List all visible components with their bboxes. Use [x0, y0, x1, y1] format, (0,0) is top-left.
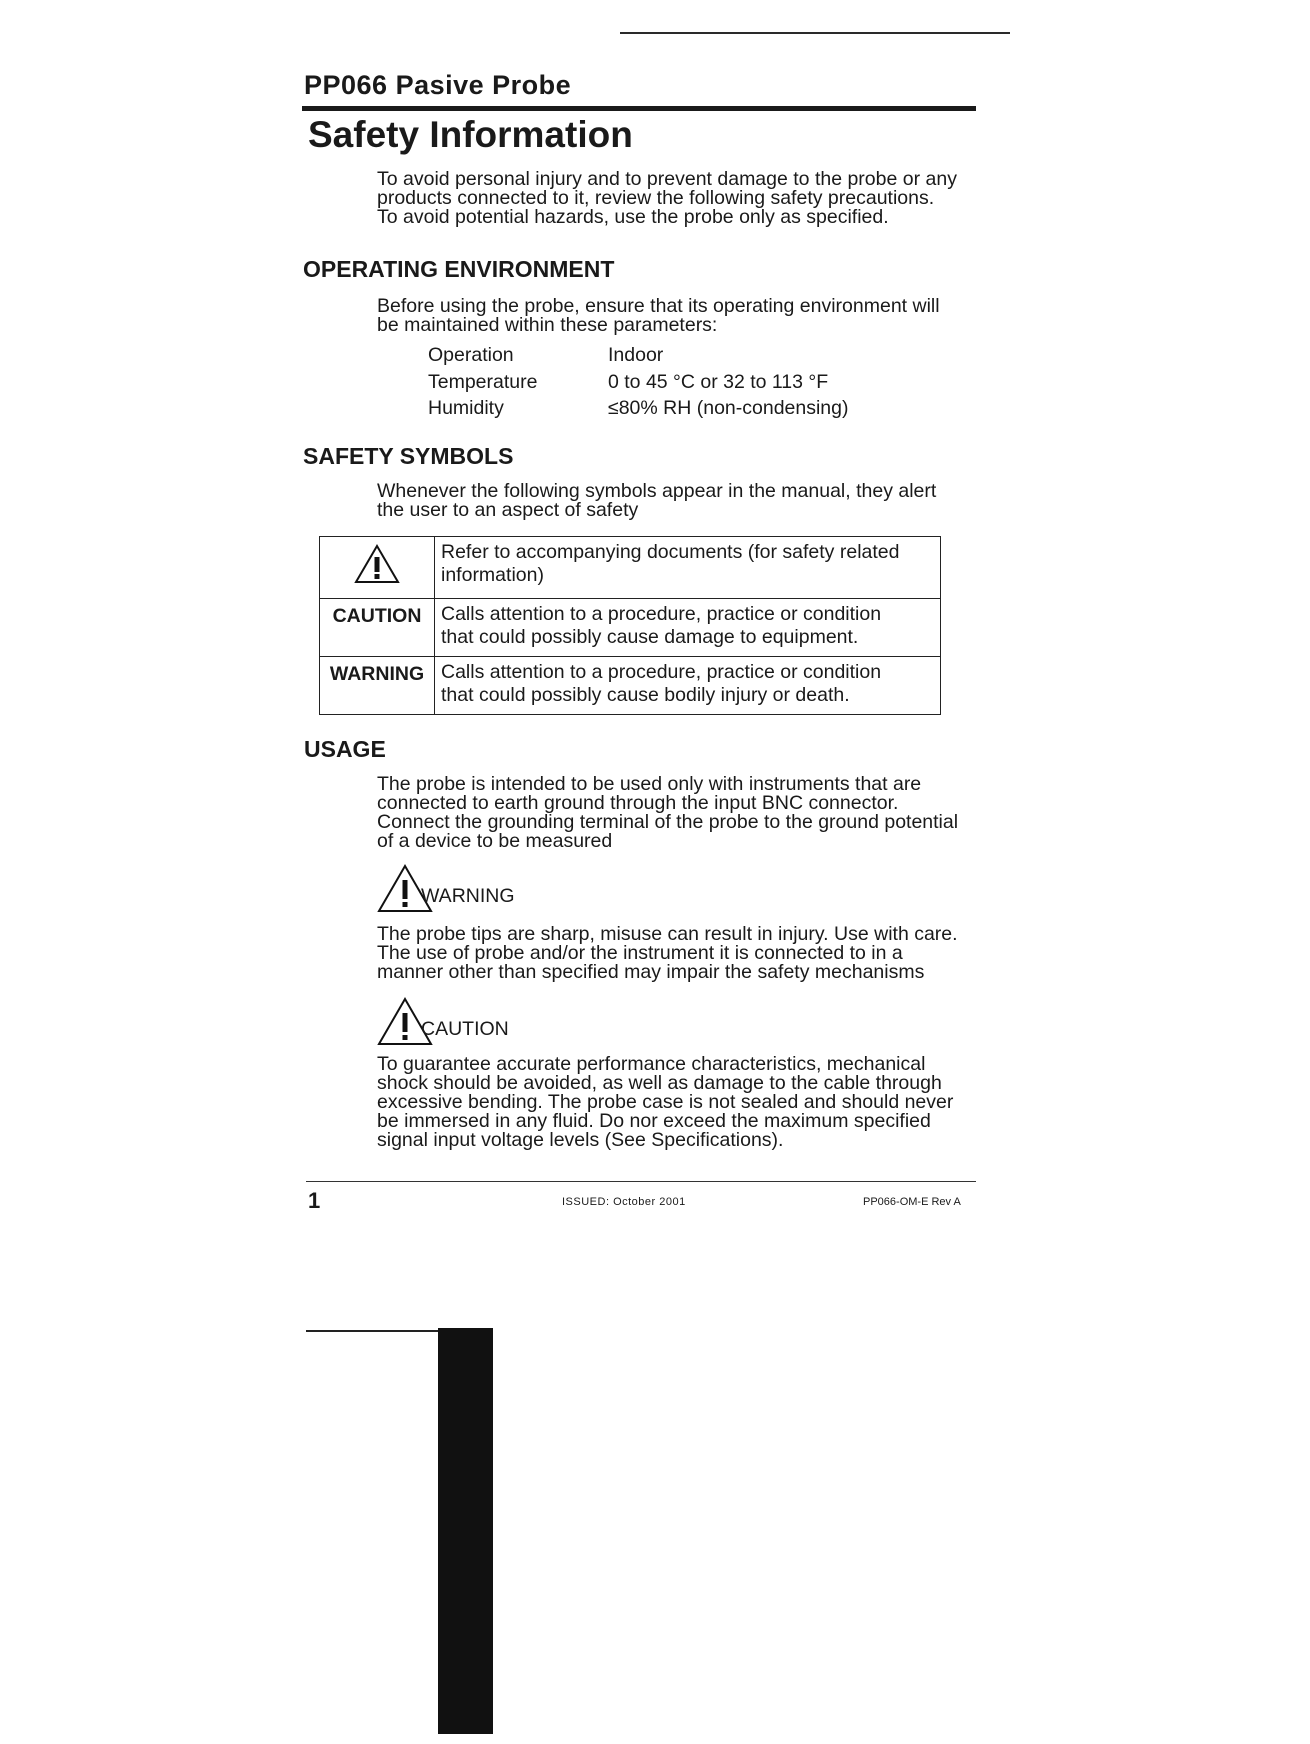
usage-caution-paragraph: [377, 1055, 953, 1150]
title-rule: [302, 106, 976, 111]
paragraph-line: excessive bending. The probe case is not sealed and should never: [377, 1091, 954, 1113]
page-title: Safety Information: [308, 114, 633, 155]
param-label: Humidity: [428, 397, 504, 419]
description-line: Calls attention to a procedure, practice or condition: [441, 603, 882, 625]
param-value: Indoor: [608, 344, 664, 366]
issued-date: ISSUED: October 2001: [562, 1196, 686, 1208]
warning-triangle-icon: [353, 543, 401, 585]
environment-parameters: [428, 342, 849, 422]
description-line: Refer to accompanying documents (for safety related: [441, 541, 900, 563]
tab-marker-line: [306, 1330, 441, 1332]
safety-symbols-table: [319, 536, 941, 715]
top-scan-line: [620, 32, 1010, 34]
paragraph-line: The probe tips are sharp, misuse can result in injury. Use with care.: [377, 923, 958, 945]
description-line: that could possibly cause bodily injury or death.: [441, 684, 850, 706]
description-line: Calls attention to a procedure, practice or condition: [441, 661, 882, 683]
description-cell: [435, 657, 941, 715]
intro-line: To avoid potential hazards, use the probe only as specified.: [377, 206, 889, 228]
description-line: information): [441, 564, 544, 586]
paragraph-line: connected to earth ground through the input BNC connector.: [377, 792, 899, 814]
document-title: PP066 Pasive Probe: [304, 70, 572, 100]
paragraph-line: Before using the probe, ensure that its operating environment will: [377, 295, 940, 317]
param-label: Temperature: [428, 370, 538, 393]
param-label: Operation: [428, 344, 514, 366]
safety-symbols-heading: SAFETY SYMBOLS: [303, 443, 514, 469]
tab-marker-bar: [438, 1328, 493, 1734]
operating-environment-paragraph: [377, 297, 940, 335]
footer-rule: [306, 1181, 976, 1182]
paragraph-line: of a device to be measured: [377, 830, 613, 852]
param-row-operation: [428, 342, 849, 369]
param-row-temperature: [428, 369, 849, 396]
symbol-cell: CAUTION: [320, 599, 435, 657]
operating-environment-heading: OPERATING ENVIRONMENT: [303, 256, 615, 282]
param-value: 0 to 45 °C or 32 to 113 °F: [608, 370, 829, 393]
usage-caution-label: [377, 997, 509, 1047]
paragraph-line: Whenever the following symbols appear in the manual, they alert: [377, 480, 937, 502]
param-value: ≤80% RH (non-condensing): [608, 397, 849, 419]
intro-paragraph: [377, 170, 957, 227]
warning-label-text: WARNING: [421, 885, 515, 907]
paragraph-line: be maintained within these parameters:: [377, 314, 718, 336]
usage-warning-label: [377, 864, 515, 914]
paragraph-line: The use of probe and/or the instrument it is connected to in a: [377, 942, 903, 964]
usage-warning-paragraph: [377, 925, 958, 982]
paragraph-line: be immersed in any fluid. Do nor exceed the maximum specified: [377, 1110, 931, 1132]
symbol-row-caution: [320, 599, 941, 657]
caution-label-text: CAUTION: [421, 1018, 509, 1040]
document-number: PP066-OM-E Rev A: [863, 1196, 961, 1208]
symbol-row-warning: [320, 657, 941, 715]
description-line: that could possibly cause damage to equipment.: [441, 626, 859, 648]
intro-line: products connected to it, review the following safety precautions.: [377, 187, 935, 209]
intro-line: To avoid personal injury and to prevent damage to the probe or any: [377, 168, 957, 190]
safety-symbols-paragraph: [377, 482, 936, 520]
page-number: 1: [308, 1188, 321, 1213]
paragraph-line: To guarantee accurate performance characteristics, mechanical: [377, 1053, 926, 1075]
param-row-humidity: [428, 395, 849, 422]
paragraph-line: shock should be avoided, as well as damage to the cable through: [377, 1072, 942, 1094]
paragraph-line: signal input voltage levels (See Specifications).: [377, 1129, 784, 1151]
symbol-cell: WARNING: [320, 657, 435, 715]
usage-paragraph: [377, 775, 958, 851]
description-cell: [435, 599, 941, 657]
paragraph-line: The probe is intended to be used only with instruments that are: [377, 773, 922, 795]
symbol-cell: [320, 537, 435, 599]
usage-heading: USAGE: [304, 736, 386, 762]
description-cell: [435, 537, 941, 599]
paragraph-line: manner other than specified may impair the safety mechanisms: [377, 961, 925, 983]
symbol-row-triangle: [320, 537, 941, 599]
paragraph-line: Connect the grounding terminal of the probe to the ground potential: [377, 811, 959, 833]
paragraph-line: the user to an aspect of safety: [377, 499, 639, 521]
